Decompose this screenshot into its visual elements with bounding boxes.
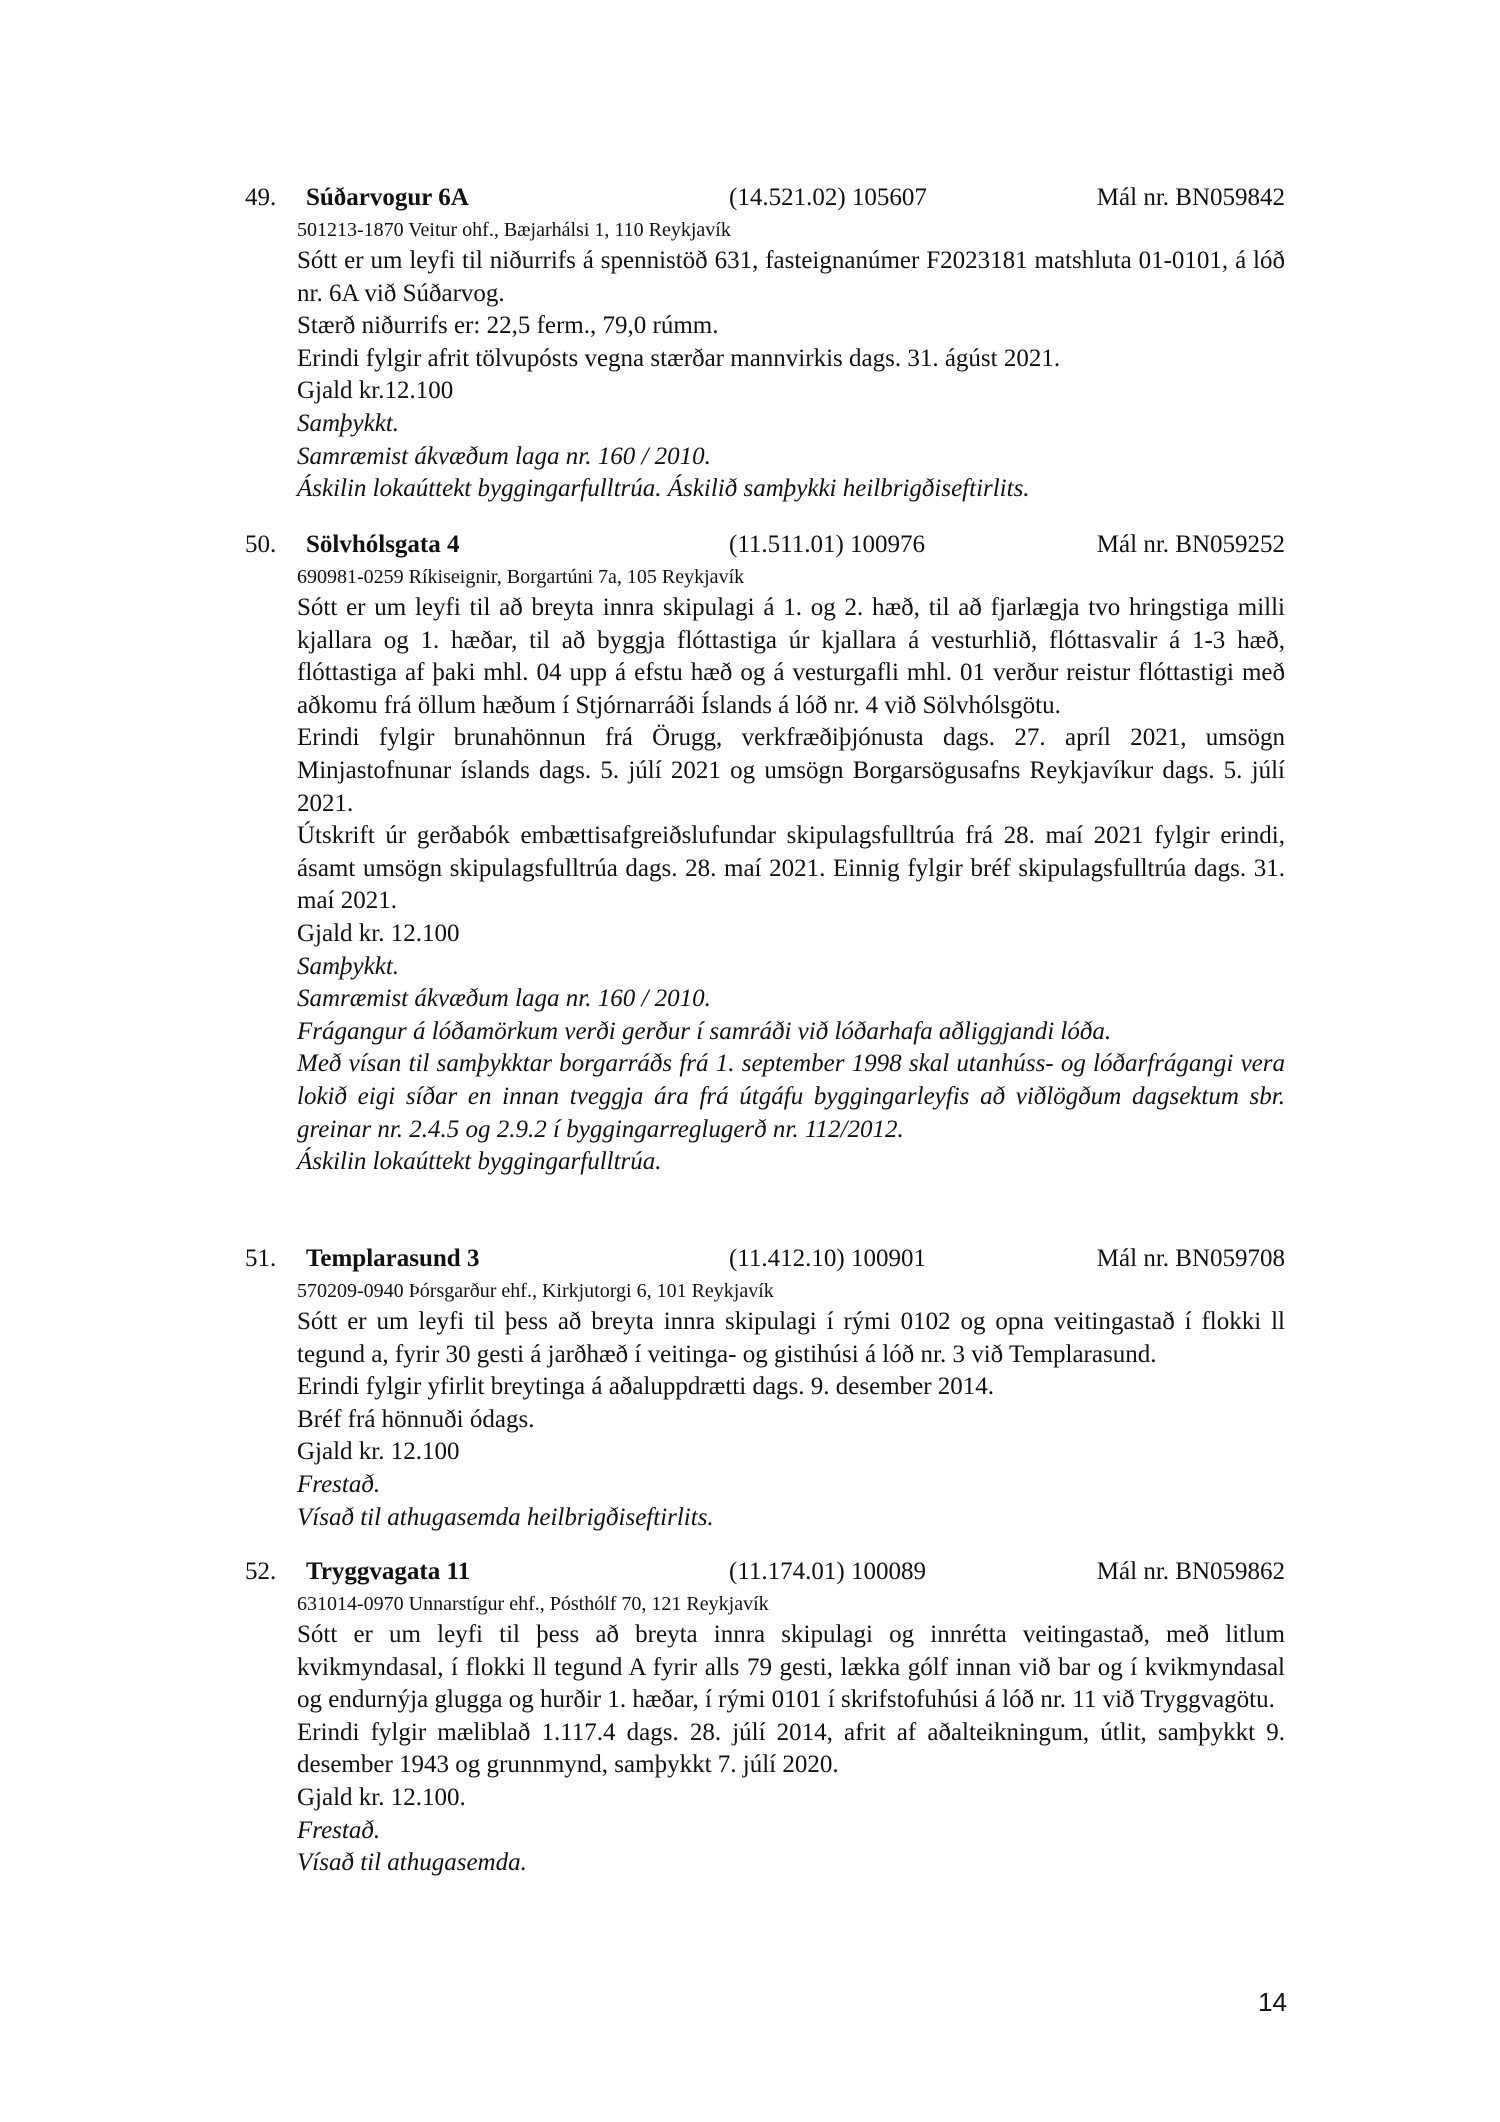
case-body [297,215,1285,506]
case-header [245,181,1285,215]
case-item-49 [245,181,1285,506]
description-paragraph: Sótt er um leyfi til að breyta innra skipulagi á 1. og 2. hæð, til að fjarlægja tvo hringstiga milli kjallara og 1. hæðar, til að byggja flóttastiga úr kjallara á vesturhlið, flóttasvalir á 1-3 hæð, flóttastiga af þaki mhl. 04 upp á efstu hæð og á vesturgafli mhl. 01 verður reistur flóttastigi með aðkomu frá öllum hæðum í Stjórnarráði Íslands á lóð nr. 4 við Sölvhólsgötu. [297,594,1285,719]
applicant: 690981-0259 Ríkiseignir, Borgartúni 7a, 105 Reykjavík [297,566,745,588]
decision-line: Samræmist ákvæðum laga nr. 160 / 2010. [297,985,711,1013]
fee-line: Gjald kr. 12.100 [297,1438,460,1466]
case-reference: (14.521.02) 105607 [729,184,927,211]
decision-line: Frestað. [297,1470,381,1498]
description-paragraph: Sótt er um leyfi til niðurrifs á spennistöð 631, fasteignanúmer F2023181 matshluta 01-0101, á lóð nr. 6A við Súðarvog. [297,247,1285,307]
case-id: Mál nr. BN059708 [1096,1245,1285,1272]
attachment-line: Erindi fylgir afrit tölvupósts vegna stærðar mannvirkis dags. 31. ágúst 2021. [297,344,1061,372]
case-id: Mál nr. BN059862 [1096,1558,1285,1585]
case-id: Mál nr. BN059842 [1096,184,1285,211]
case-reference: (11.511.01) 100976 [729,531,926,558]
case-body [297,1589,1285,1880]
case-title: Tryggvagata 11 [306,1558,471,1585]
applicant: 570209-0940 Þórsgarður ehf., Kirkjutorgi 6, 101 Reykjavík [297,1280,774,1302]
applicant: 631014-0970 Unnarstígur ehf., Pósthólf 70, 121 Reykjavík [297,1593,769,1615]
case-reference: (11.174.01) 100089 [729,1558,926,1585]
size-line: Stærð niðurrifs er: 22,5 ferm., 79,0 rúmm. [297,312,719,340]
case-title: Sölvhólsgata 4 [306,531,460,558]
attachment-paragraph: Útskrift úr gerðabók embættisafgreiðslufundar skipulagsfulltrúa frá 28. maí 2021 fylgir erindi, ásamt umsögn skipulagsfulltrúa dags. 28. maí 2021. Einnig fylgir bréf skipulagsfulltrúa dags. 31. maí 2021. [297,822,1285,915]
fee-line: Gjald kr. 12.100. [297,1783,466,1811]
attachment-paragraph: Erindi fylgir brunahönnun frá Örugg, verkfræðiþjónusta dags. 27. apríl 2021, umsögn Minjastofnunar íslands dags. 5. júlí 2021 og umsögn Borgarsögusafns Reykjavíkur dags. 5. júlí 2021. [297,724,1285,817]
case-number: 50. [245,531,277,558]
case-number: 51. [245,1245,277,1272]
decision-line: Samþykkt. [297,952,400,980]
case-item-50 [245,528,1285,1179]
case-number: 49. [245,184,277,211]
description-paragraph: Sótt er um leyfi til þess að breyta innra skipulagi í rými 0102 og opna veitingastað í flokki ll tegund a, fyrir 30 gesti á jarðhæð í veitinga- og gistihúsi á lóð nr. 3 við Templarasund. [297,1308,1285,1368]
case-item-52 [245,1555,1285,1880]
attachment-line: Bréf frá hönnuði ódags. [297,1405,535,1433]
case-title: Súðarvogur 6A [306,184,469,211]
case-header [245,1242,1285,1276]
page-number: 14 [1258,1987,1287,2017]
case-reference: (11.412.10) 100901 [729,1245,926,1272]
decision-line: Áskilin lokaúttekt byggingarfulltrúa. Áskilið samþykki heilbrigðiseftirlits. [297,475,1030,503]
applicant: 501213-1870 Veitur ohf., Bæjarhálsi 1, 110 Reykjavík [297,219,731,241]
description-paragraph: Sótt er um leyfi til þess að breyta innra skipulagi og innrétta veitingastað, með litlum kvikmyndasal, í flokki ll tegund A fyrir alls 79 gesti, lækka gólf innan við bar og í kvikmyndasal og endurnýja glugga og hurðir 1. hæðar, í rými 0101 í skrifstofuhúsi á lóð nr. 11 við Tryggvagötu. [297,1621,1285,1714]
decision-line: Vísað til athugasemda heilbrigðiseftirlits. [297,1503,714,1531]
decision-line: Áskilin lokaúttekt byggingarfulltrúa. [297,1148,662,1176]
case-body [297,562,1285,1179]
decision-line: Samræmist ákvæðum laga nr. 160 / 2010. [297,442,711,470]
case-header [245,528,1285,562]
case-item-51 [245,1242,1285,1534]
fee-line: Gjald kr.12.100 [297,377,454,405]
decision-line: Frestað. [297,1816,381,1844]
case-title: Templarasund 3 [306,1245,480,1272]
decision-paragraph: Með vísan til samþykktar borgarráðs frá 1. september 1998 skal utanhúss- og lóðarfrágangi vera lokið eigi síðar en innan tveggja ára frá útgáfu byggingarleyfis að viðlögðum dagsektum sbr. greinar nr. 2.4.5 og 2.9.2 í byggingarreglugerð nr. 112/2012. [297,1050,1285,1143]
decision-line: Frágangur á lóðamörkum verði gerður í samráði við lóðarhafa aðliggjandi lóða. [297,1017,1112,1045]
case-id: Mál nr. BN059252 [1096,531,1285,558]
case-header [245,1555,1285,1589]
decision-line: Samþykkt. [297,409,400,437]
case-body [297,1276,1285,1534]
case-number: 52. [245,1558,277,1585]
fee-line: Gjald kr. 12.100 [297,919,460,947]
attachment-paragraph: Erindi fylgir mæliblað 1.117.4 dags. 28. júlí 2014, afrit af aðalteikningum, útlit, samþykkt 9. desember 1943 og grunnmynd, samþykkt 7. júlí 2020. [297,1718,1285,1779]
attachment-line: Erindi fylgir yfirlit breytinga á aðaluppdrætti dags. 9. desember 2014. [297,1373,995,1401]
decision-line: Vísað til athugasemda. [297,1849,527,1877]
